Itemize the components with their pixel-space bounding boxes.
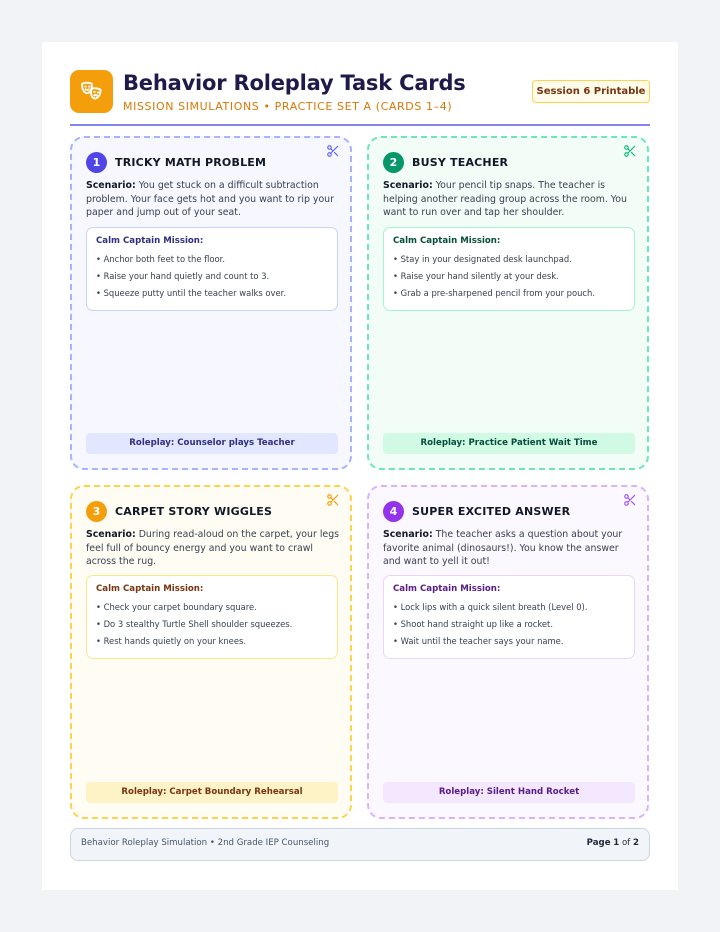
mission-item: • Grab a pre-sharpened pencil from your pouch.: [393, 288, 596, 298]
card-scenario: [383, 179, 639, 220]
mission-item: • Lock lips with a quick silent breath (Level 0).: [393, 602, 588, 612]
page-title: Behavior Roleplay Task Cards: [123, 71, 466, 95]
mission-box: [383, 575, 635, 659]
mission-title: Calm Captain Mission:: [96, 236, 204, 246]
page-of: of: [621, 838, 631, 848]
mission-item: • Do 3 stealthy Turtle Shell shoulder squeezes.: [96, 619, 293, 629]
header: [70, 70, 650, 120]
mission-item: • Raise your hand silently at your desk.: [393, 271, 559, 281]
footer-caption: Behavior Roleplay Simulation • 2nd Grade IEP Counseling: [81, 838, 330, 848]
mission-box: [86, 227, 338, 311]
mission-box: [383, 227, 635, 311]
page-word: Page: [586, 838, 611, 848]
page-total: 2: [633, 838, 639, 848]
mission-title: Calm Captain Mission:: [96, 584, 204, 594]
roleplay-banner: Roleplay: Practice Patient Wait Time: [383, 433, 635, 454]
card-number-badge: 3: [86, 501, 107, 522]
logo: [70, 70, 113, 113]
printable-page: [42, 42, 678, 890]
mission-item: • Anchor both feet to the floor.: [96, 254, 226, 264]
card-title: SUPER EXCITED ANSWER: [412, 505, 571, 518]
mission-item: • Rest hands quietly on your knees.: [96, 636, 247, 646]
page-subtitle: MISSION SIMULATIONS • PRACTICE SET A (CARDS 1–4): [123, 100, 453, 113]
footer: [70, 828, 650, 861]
task-card-1: [70, 136, 352, 470]
scenario-text: You get stuck on a difficult subtraction problem. Your face gets hot and you want to rip your paper and jump out of your seat.: [86, 180, 334, 218]
task-card-2: [367, 136, 649, 470]
mission-item: • Shoot hand straight up like a rocket.: [393, 619, 554, 629]
scenario-label: Scenario:: [383, 180, 433, 191]
card-number-badge: 4: [383, 501, 404, 522]
card-number-badge: 2: [383, 152, 404, 173]
scissors-icon: [623, 144, 637, 158]
card-title: TRICKY MATH PROBLEM: [115, 156, 267, 169]
card-number-badge: 1: [86, 152, 107, 173]
header-divider: [70, 124, 650, 126]
roleplay-banner: Roleplay: Counselor plays Teacher: [86, 433, 338, 454]
mission-item: • Stay in your designated desk launchpad.: [393, 254, 572, 264]
mission-item: • Wait until the teacher says your name.: [393, 636, 564, 646]
mission-item: • Check your carpet boundary square.: [96, 602, 257, 612]
scenario-label: Scenario:: [86, 529, 136, 540]
mission-item: • Squeeze putty until the teacher walks over.: [96, 288, 286, 298]
mission-item: • Raise your hand quietly and count to 3.: [96, 271, 270, 281]
scissors-icon: [326, 493, 340, 507]
task-card-4: [367, 485, 649, 819]
drama-masks-icon: [79, 79, 104, 104]
card-title: BUSY TEACHER: [412, 156, 509, 169]
page-current: 1: [613, 838, 620, 848]
task-card-3: [70, 485, 352, 819]
scissors-icon: [623, 493, 637, 507]
scenario-text: Your pencil tip snaps. The teacher is helping another reading group across the room. You want to run over and tap her shoulder.: [383, 180, 627, 218]
roleplay-banner: Roleplay: Carpet Boundary Rehearsal: [86, 782, 338, 803]
scenario-label: Scenario:: [383, 529, 433, 540]
roleplay-banner: Roleplay: Silent Hand Rocket: [383, 782, 635, 803]
scenario-text: During read-aloud on the carpet, your legs feel full of bouncy energy and you want to crawl across the rug.: [86, 529, 340, 567]
scenario-text: The teacher asks a question about your favorite animal (dinosaurs!). You know the answer and want to yell it out!: [383, 529, 623, 567]
scenario-label: Scenario:: [86, 180, 136, 191]
scissors-icon: [326, 144, 340, 158]
mission-title: Calm Captain Mission:: [393, 236, 501, 246]
card-scenario: [383, 528, 639, 569]
card-scenario: [86, 528, 342, 569]
card-scenario: [86, 179, 342, 220]
mission-box: [86, 575, 338, 659]
card-title: CARPET STORY WIGGLES: [115, 505, 273, 518]
page-indicator: [587, 838, 639, 848]
session-badge: Session 6 Printable: [532, 80, 650, 103]
mission-title: Calm Captain Mission:: [393, 584, 501, 594]
